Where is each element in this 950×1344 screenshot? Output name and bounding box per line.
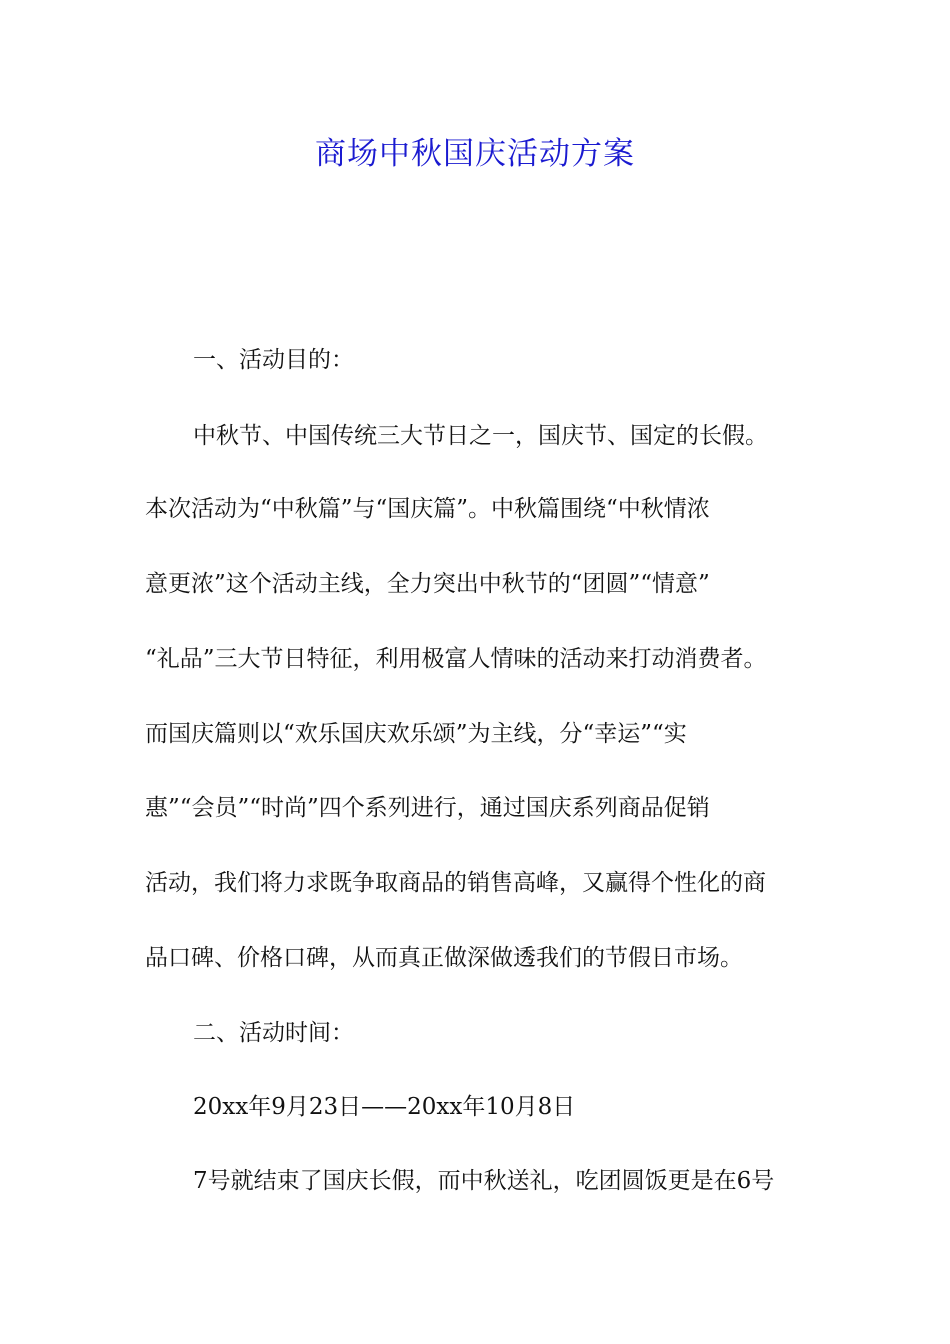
paragraph-line: 惠”“会员”“时尚”四个系列进行，通过国庆系列商品促销 <box>145 795 710 821</box>
paragraph-line: 而国庆篇则以“欢乐国庆欢乐颂”为主线，分“幸运”“实 <box>145 721 687 747</box>
paragraph-line: “礼品”三大节日特征，利用极富人情味的活动来打动消费者。 <box>145 646 767 672</box>
paragraph-line: 本次活动为“中秋篇”与“国庆篇”。中秋篇围绕“中秋情浓 <box>145 496 710 522</box>
date-range-line: 20xx年9月23日——20xx年10月8日 <box>193 1094 576 1120</box>
section-heading-time: 二、活动时间： <box>193 1020 354 1046</box>
section-heading-purpose: 一、活动目的： <box>193 347 354 373</box>
paragraph-line: 意更浓”这个活动主线，全力突出中秋节的“团圆”“情意” <box>145 571 710 597</box>
paragraph-line: 7号就结束了国庆长假，而中秋送礼，吃团圆饭更是在6号 <box>193 1168 775 1194</box>
paragraph-line: 活动，我们将力求既争取商品的销售高峰，又赢得个性化的商 <box>145 870 766 896</box>
paragraph-line: 品口碑、价格口碑，从而真正做深做透我们的节假日市场。 <box>145 945 743 971</box>
paragraph-line: 中秋节、中国传统三大节日之一，国庆节、国定的长假。 <box>193 423 768 449</box>
document-title: 商场中秋国庆活动方案 <box>315 136 635 172</box>
